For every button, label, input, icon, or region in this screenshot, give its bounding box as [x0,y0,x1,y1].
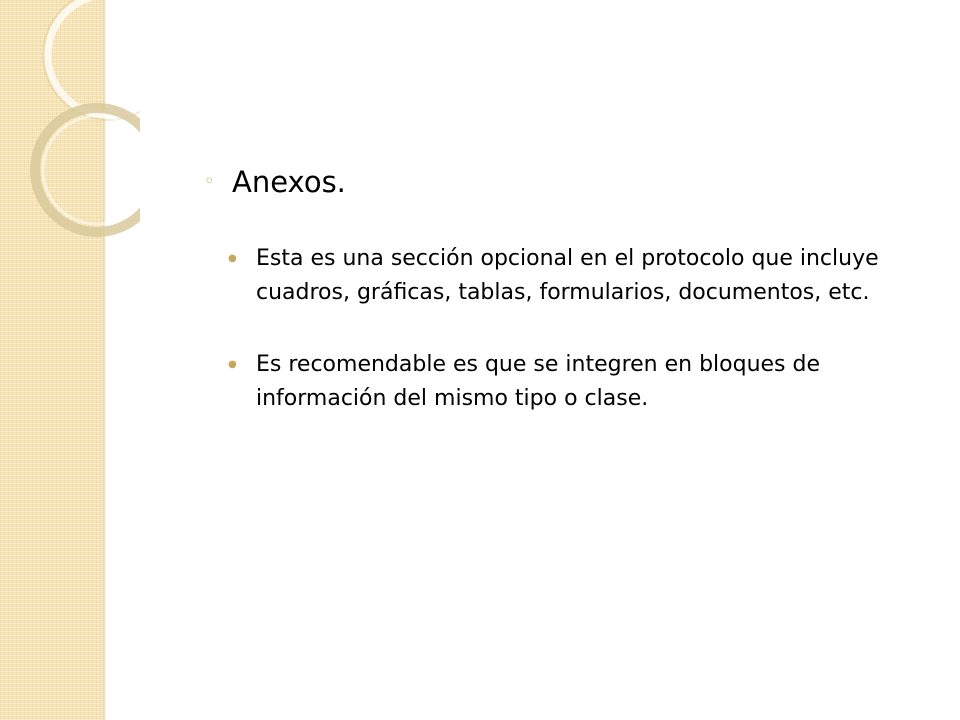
decorative-rings [0,0,140,260]
bullet-item-1 [228,242,900,310]
bullet-item-2 [228,348,900,416]
decorative-ring-middle [35,108,140,232]
decorative-ring-top [48,0,140,115]
dot-bullet-icon: ● [228,253,237,264]
slide-content [200,160,900,416]
bullet-text-2: Es recomendable es que se integren en bloques de información del mismo tipo o clase. [256,352,821,411]
hollow-circle-bullet-icon: ◦ [204,171,215,192]
decorative-ring-middle-inner [43,116,140,224]
slide-heading: Anexos. [232,165,346,199]
bullet-text-1: Esta es una sección opcional en el protocolo que incluye cuadros, gráficas, tablas, formularios, documentos, etc. [256,246,879,305]
dot-bullet-icon: ● [228,359,237,370]
heading-row [200,160,900,204]
